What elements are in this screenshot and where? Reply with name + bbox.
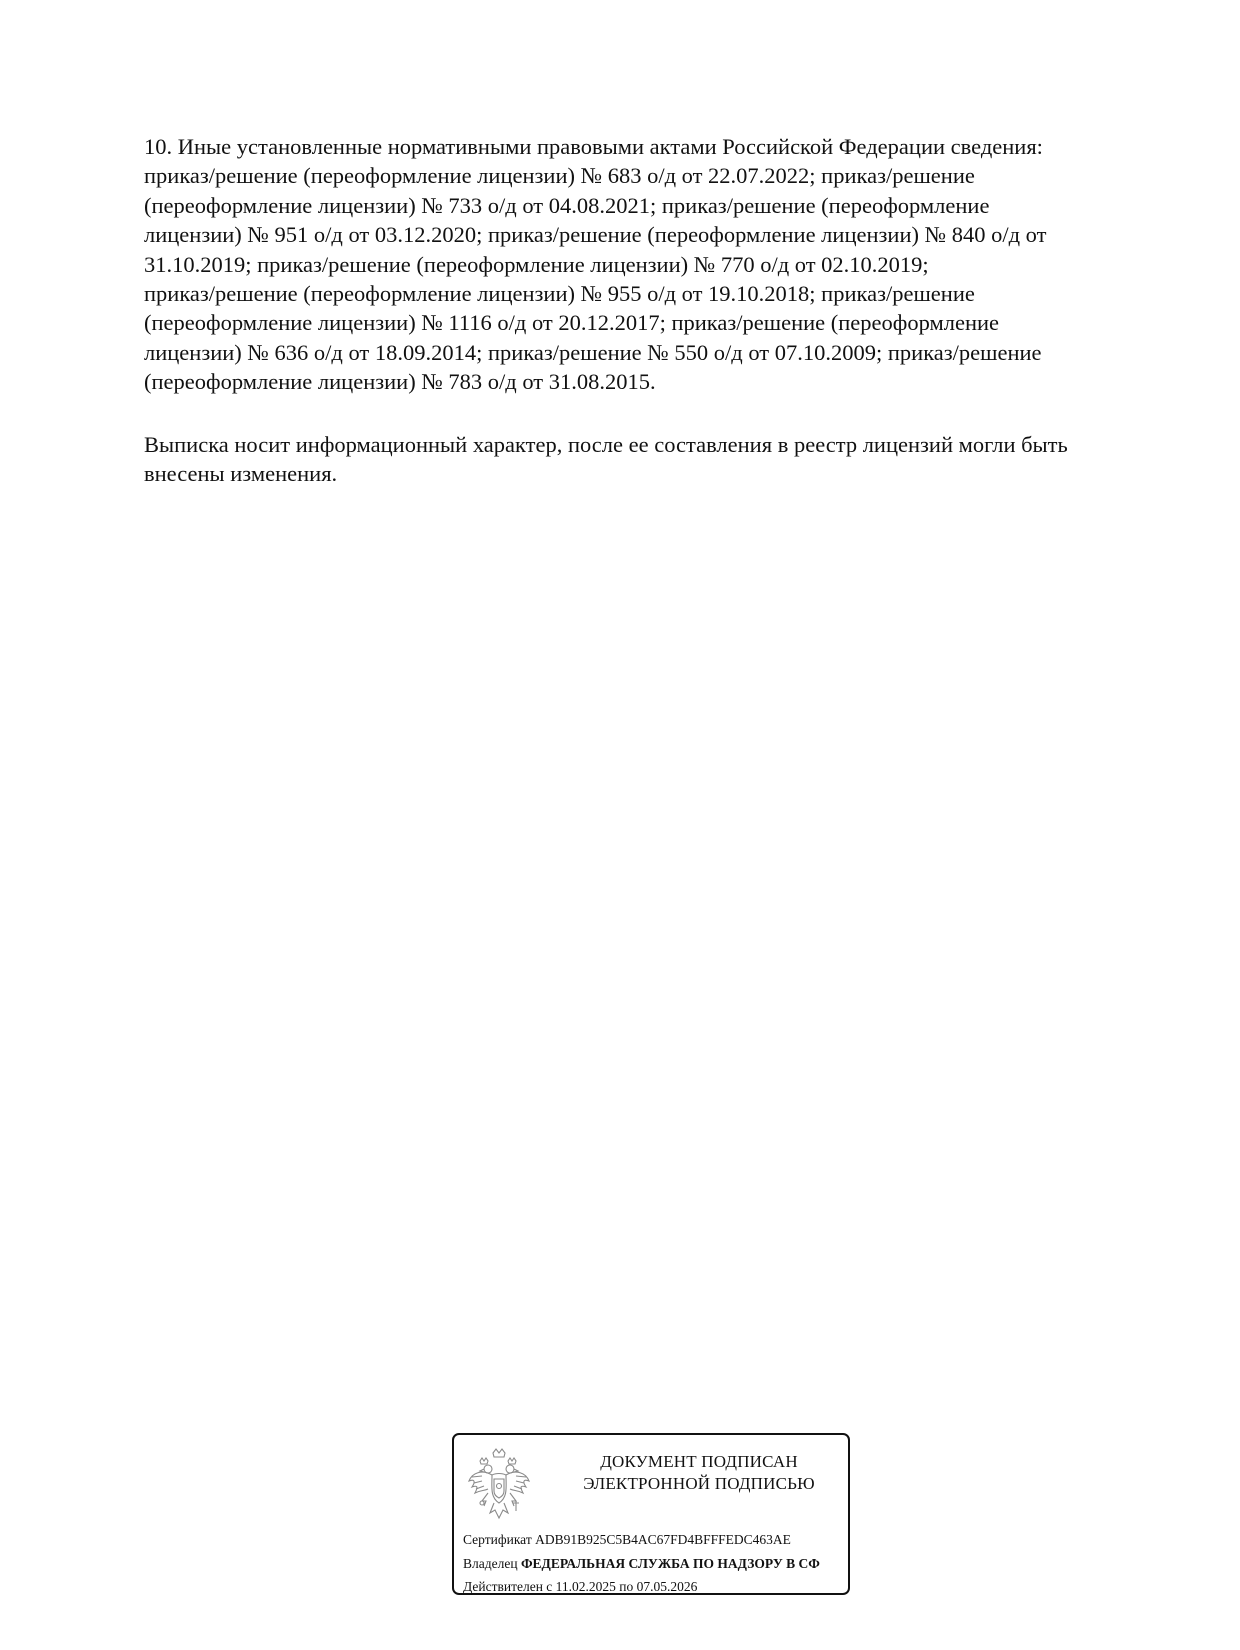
section-10-text: 10. Иные установленные нормативными правовыми актами Российской Федерации сведения: приказ/решение (переоформление лицензии) № 683 о/д от 22.07.2022; приказ/решение (переоформление лицензии) № 733 о/д от 04.08.2021; приказ/решение (переоформление лицензии) № 951 о/д от 03.12.2020; приказ/решение (переоформление лицензии) № 840 о/д от 31.10.2019; приказ/решение (переоформление лицензии) № 770 о/д от 02.10.2019; приказ/решение (переоформление лицензии) № 955 о/д от 19.10.2018; приказ/решение (переоформление лицензии) № 1116 о/д от 20.12.2017; приказ/решение (переоформление лицензии) № 636 о/д от 18.09.2014; приказ/решение № 550 о/д от 07.10.2009; приказ/решение (переоформление лицензии) № 783 о/д от 31.08.2015. <box>144 134 1047 395</box>
informational-notice: Выписка носит информационный характер, после ее составления в реестр лицензий могли быть внесены изменения. <box>144 432 1068 487</box>
certificate-value: ADB91B925C5B4AC67FD4BFFFEDC463AE <box>535 1532 791 1547</box>
certificate-label: Сертификат <box>463 1532 532 1547</box>
electronic-signature-stamp <box>452 1433 850 1595</box>
section-10-block <box>144 132 1134 397</box>
russian-coat-of-arms-icon <box>466 1447 532 1523</box>
stamp-title-line-1: ДОКУМЕНТ ПОДПИСАН <box>600 1452 798 1471</box>
owner-line <box>463 1555 820 1573</box>
certificate-line <box>463 1531 791 1549</box>
owner-label: Владелец <box>463 1556 518 1571</box>
validity-line: Действителен с 11.02.2025 по 07.05.2026 <box>463 1579 698 1594</box>
stamp-title <box>554 1451 844 1495</box>
stamp-title-line-2: ЭЛЕКТРОННОЙ ПОДПИСЬЮ <box>583 1474 815 1493</box>
owner-value: ФЕДЕРАЛЬНАЯ СЛУЖБА ПО НАДЗОРУ В СФ <box>520 1556 820 1571</box>
